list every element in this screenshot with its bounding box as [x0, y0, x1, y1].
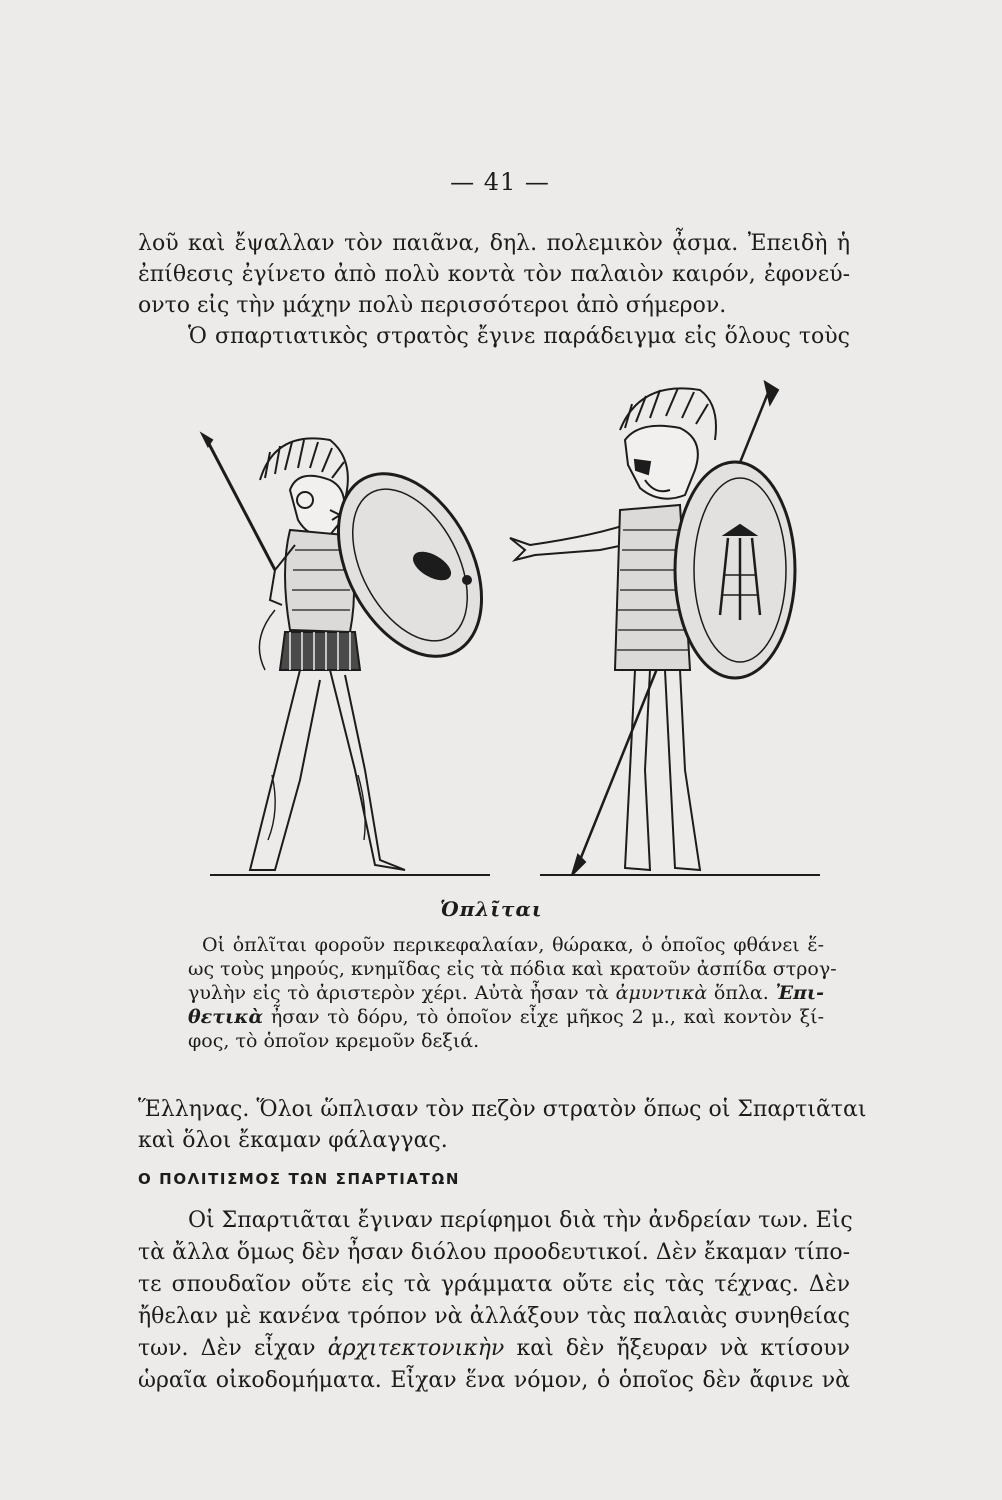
text-fragment: καὶ δὲν ἤξευραν νὰ κτίσουν	[504, 1336, 850, 1361]
page-number: — 41 —	[450, 168, 550, 196]
figure-caption-title: Ὁπλῖται	[440, 897, 543, 921]
text-line: ἤθελαν μὲ κανένα τρόπον νὰ ἀλλάξουν τὰς παλαιὰς συνηθείας	[138, 1304, 850, 1329]
text-line: Οἱ Σπαρτιᾶται ἔγιναν περίφημοι διὰ τὴν ἀνδρείαν των. Εἰς	[188, 1208, 853, 1233]
text-emphasis: ἀρχιτεκτονικὴν	[327, 1336, 505, 1361]
paragraph-middle	[138, 1094, 867, 1156]
caption-line: φος, τὸ ὁποῖον κρεμοῦν δεξιά.	[188, 1030, 480, 1052]
section-heading: Ο ΠΟΛΙΤΙΣΜΟΣ ΤΩΝ ΣΠΑΡΤΙΑΤΩΝ	[138, 1170, 460, 1188]
caption-text: ὅπλα.	[707, 982, 769, 1004]
text-line: τὰ ἄλλα ὅμως δὲν ἦσαν διόλου προοδευτικοί. Δὲν ἔκαμαν τίπο-	[138, 1240, 850, 1265]
paragraph-top	[138, 228, 850, 352]
caption-line	[188, 981, 824, 1005]
text-line	[138, 1333, 850, 1365]
text-line: ὡραῖα οἰκοδομήματα. Εἶχαν ἕνα νόμον, ὁ ὁποῖος δὲν ἄφινε νὰ	[138, 1368, 850, 1393]
text-line: Ὁ σπαρτιατικὸς στρατὸς ἔγινε παράδειγμα εἰς ὅλους τοὺς	[188, 324, 850, 349]
hoplites-illustration	[180, 370, 840, 890]
paragraph-bottom	[138, 1205, 853, 1397]
figure-caption	[188, 933, 837, 1053]
left-hoplite	[202, 434, 511, 870]
caption-text: γυλὴν εἰς τὸ ἀριστερὸν χέρι. Αὐτὰ ἦσαν τὰ	[188, 982, 609, 1004]
right-hoplite	[510, 382, 795, 875]
caption-line: Οἱ ὁπλῖται φοροῦν περικεφαλαίαν, θώρακα, ὁ ὁποῖος φθάνει ἕ-	[202, 934, 824, 956]
text-line: τε σπουδαῖον οὔτε εἰς τὰ γράμματα οὔτε εἰς τὰς τέχνας. Δὲν	[138, 1272, 850, 1297]
text-line: λοῦ καὶ ἔψαλλαν τὸν παιᾶνα, δηλ. πολεμικὸν ᾆσμα. Ἐπειδὴ ἡ	[138, 231, 850, 256]
caption-emphasis: θετικὰ	[188, 1006, 264, 1028]
caption-line: ως τοὺς μηρούς, κνημῖδας εἰς τὰ πόδια καὶ κρατοῦν ἀσπίδα στρογ-	[188, 958, 837, 980]
text-line: ἐπίθεσις ἐγίνετο ἀπὸ πολὺ κοντὰ τὸν παλαιὸν καιρόν, ἐφονεύ-	[138, 262, 850, 287]
text-line: Ἕλληνας. Ὅλοι ὥπλισαν τὸν πεζὸν στρατὸν ὅπως οἱ Σπαρτιᾶται	[138, 1097, 867, 1122]
caption-text: ἦσαν τὸ δόρυ, τὸ ὁποῖον εἶχε μῆκος 2 μ., καὶ κοντὸν ξί-	[263, 1006, 824, 1028]
text-line: καὶ ὅλοι ἔκαμαν φάλαγγας.	[138, 1128, 448, 1153]
caption-line	[188, 1005, 824, 1029]
caption-emphasis: ἀμυντικὰ	[615, 982, 708, 1004]
text-fragment: των. Δὲν εἶχαν	[138, 1336, 316, 1361]
caption-emphasis: Ἐπι-	[775, 982, 824, 1004]
text-line: οντο εἰς τὴν μάχην πολὺ περισσότεροι ἀπὸ σήμερον.	[138, 293, 727, 318]
